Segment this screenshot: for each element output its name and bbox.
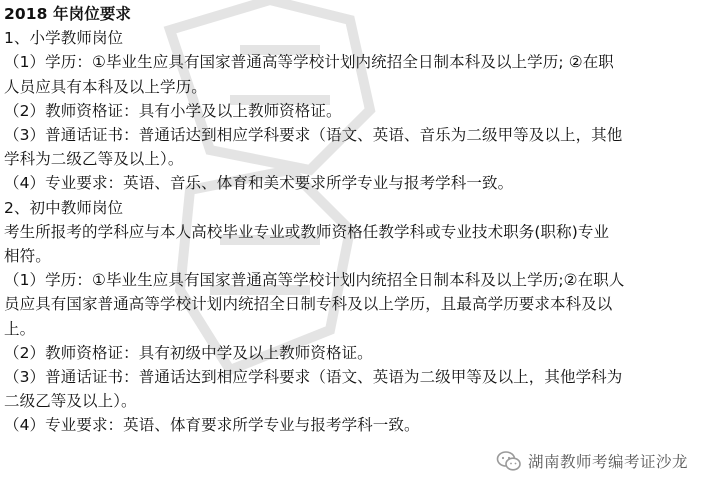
document-title: 2018 年岗位要求 — [4, 5, 132, 23]
badge-label: 湖南教师考编考证沙龙 — [527, 453, 688, 471]
text-line: 二级乙等及以上）。 — [4, 392, 137, 411]
text-line: （4）专业要求：英语、体育要求所学专业与报考学科一致。 — [4, 416, 420, 435]
text-line: （3）普通话证书：普通话达到相应学科要求（语文、英语、音乐为二级甲等及以上，其他 — [4, 126, 623, 145]
text-line: （1）学历：①毕业生应具有国家普通高等学校计划内统招全日制本科及以上学历;②在职人 — [4, 271, 625, 290]
text-line: 员应具有国家普通高等学校计划内统招全日制专科及以上学历，且最高学历要求本科及以 — [4, 295, 613, 314]
text-line: （3）普通话证书：普通话达到相应学科要求（语文、英语为二级甲等及以上，其他学科为 — [4, 368, 623, 387]
text-line: （2）教师资格证：具有小学及以上教师资格证。 — [4, 101, 342, 120]
text-line: 上。 — [4, 319, 36, 338]
text-line: 学科为二级乙等及以上）。 — [4, 150, 184, 169]
text-line: （2）教师资格证：具有初级中学及以上教师资格证。 — [4, 343, 373, 362]
section-heading: 2、初中教师岗位 — [4, 198, 124, 217]
text-line: 人员应具有本科及以上学历。 — [4, 77, 207, 96]
section-heading: 1、小学教师岗位 — [4, 29, 124, 48]
source-badge — [492, 449, 692, 473]
document-body — [4, 2, 700, 438]
text-line: （4）专业要求：英语、音乐、体育和美术要求所学专业与报考学科一致。 — [4, 174, 514, 193]
text-line: 考生所报考的学科应与本人高校毕业专业或教师资格任教学科或专业技术职务(职称)专业 — [4, 222, 610, 241]
wechat-icon — [496, 450, 522, 472]
text-line: 相符。 — [4, 247, 51, 266]
text-line: （1）学历：①毕业生应具有国家普通高等学校计划内统招全日制本科及以上学历; ②在职 — [4, 53, 614, 72]
